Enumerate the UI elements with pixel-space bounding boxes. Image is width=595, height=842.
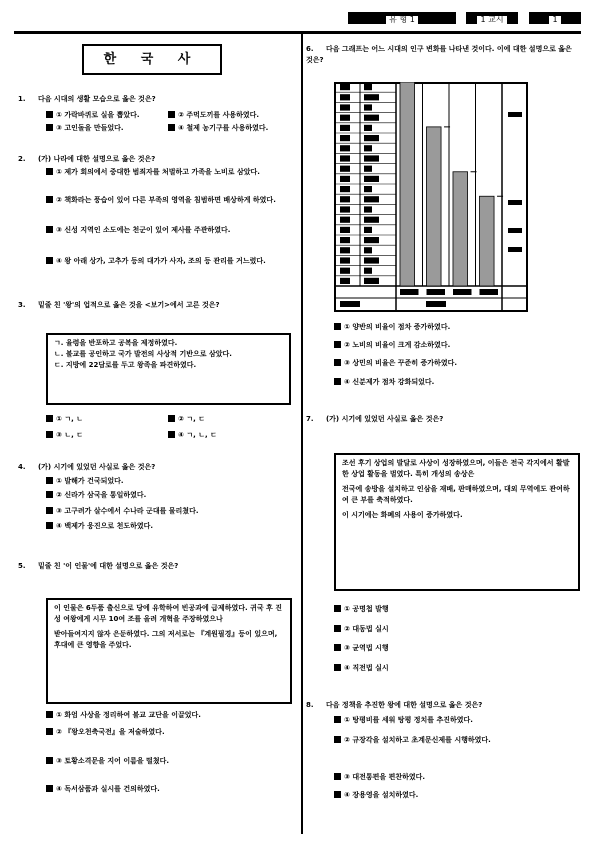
row-index-mark [340, 135, 350, 141]
row-label-mark [364, 155, 379, 161]
option-7-1[interactable]: ① 공명첩 발행 [334, 604, 389, 615]
option-6-1[interactable]: ① 양반의 비율이 점차 증가하였다. [334, 322, 580, 333]
row-label-mark [364, 196, 379, 202]
option-5-2[interactable]: ② 『왕오천축국전』을 저술하였다. [46, 727, 292, 738]
row-index-mark [340, 125, 350, 131]
top-rule [14, 31, 581, 34]
row-label-mark [364, 115, 379, 121]
row-index-mark [340, 217, 350, 223]
row-index-mark [340, 247, 350, 253]
option-2-3[interactable]: ③ 신성 지역인 소도에는 천군이 있어 제사를 주관하였다. [46, 225, 292, 236]
x-tick-4 [480, 289, 499, 295]
option-6-3[interactable]: ③ 상민의 비율은 꾸준히 증가하였다. [334, 358, 580, 369]
row-index-mark [340, 84, 350, 90]
option-1-2[interactable]: ② 주먹도끼를 사용하였다. [168, 110, 288, 121]
question-stem: (가) 시기에 있었던 사실로 옳은 것은? [37, 463, 156, 471]
row-label-mark [364, 237, 379, 243]
option-4-1[interactable]: ① 발해가 건국되었다. [46, 476, 292, 487]
right-value-mark [508, 247, 522, 252]
x-caption-mark [340, 301, 360, 307]
option-6-2[interactable]: ② 노비의 비율이 크게 감소하였다. [334, 340, 580, 351]
row-index-mark [340, 145, 350, 151]
passage-box-7: 조선 후기 상업의 발달로 사상이 성장하였으며, 이들은 전국 각지에서 활발한 상업 활동을 벌였다. 특히 개성의 송상은 전국에 송방을 설치하고 인삼을 재배, 판매하였으며, 대외 무역에도 관여하여 큰 부를 축적하였다. 이 시기에는 화폐의 사용이 증가하였다. [334, 453, 580, 591]
chart-bars [400, 82, 503, 295]
row-label-mark [364, 268, 372, 274]
question-8: 8. 다음 정책을 추진한 왕에 대한 설명으로 옳은 것은? [306, 701, 483, 709]
option-6-4[interactable]: ④ 신분제가 점차 강화되었다. [334, 377, 580, 388]
x-tick-3 [453, 289, 472, 295]
row-label-mark [364, 217, 379, 223]
option-3-2[interactable]: ② ㄱ, ㄷ [168, 414, 205, 425]
row-index-mark [340, 166, 350, 172]
row-index-mark [340, 227, 350, 233]
passage-box-5: 이 인물은 6두품 출신으로 당에 유학하여 빈공과에 급제하였다. 귀국 후 진성 여왕에게 시무 10여 조를 올려 개혁을 주장하였으나 받아들여지지 않자 은둔하였다. 그의 저서로는 『계원필경』등이 있으며, 후대에 큰 영향을 주었다. [46, 598, 292, 704]
bogi-box-3: ㄱ. 율령을 반포하고 공복을 제정하였다. ㄴ. 불교를 공인하고 국가 발전의 사상적 기반으로 삼았다. ㄷ. 지방에 22담로를 두고 왕족을 파견하였다. [46, 333, 291, 405]
option-1-4[interactable]: ④ 철제 농기구를 사용하였다. [168, 123, 288, 134]
option-4-4[interactable]: ④ 백제가 웅진으로 천도하였다. [46, 521, 292, 532]
row-label-mark [364, 145, 372, 151]
row-index-mark [340, 206, 350, 212]
bar-3 [453, 172, 468, 286]
option-8-2[interactable]: ② 규장각을 설치하고 초계문신제를 시행하였다. [334, 735, 580, 746]
row-index-mark [340, 176, 350, 182]
right-value-mark [508, 228, 522, 233]
question-stem: 다음 정책을 추진한 왕에 대한 설명으로 옳은 것은? [325, 701, 483, 709]
row-label-mark [364, 247, 372, 253]
option-7-2[interactable]: ② 대동법 실시 [334, 624, 389, 635]
row-label-mark [364, 278, 379, 284]
option-1-1[interactable]: ① 가락바퀴로 실을 뽑았다. [46, 110, 161, 121]
question-1 [18, 94, 293, 105]
question-stem: 다음 시대의 생활 모습으로 옳은 것은? [37, 95, 156, 103]
option-7-3[interactable]: ③ 균역법 시행 [334, 643, 389, 654]
option-2-2[interactable]: ② 책화라는 풍습이 있어 다른 부족의 영역을 침범하면 배상하게 하였다. [46, 195, 292, 206]
row-index-mark [340, 186, 350, 192]
row-index-mark [340, 155, 350, 161]
right-value-mark [508, 112, 522, 117]
row-label-mark [364, 94, 379, 100]
row-label-mark [364, 166, 372, 172]
row-label-mark [364, 125, 372, 131]
bar-1 [400, 82, 415, 286]
question-stem: 밑줄 친 '왕'의 업적으로 옳은 것을 <보기>에서 고른 것은? [37, 301, 220, 309]
right-value-mark [508, 200, 522, 205]
header-box-session: 1 교시 [466, 12, 518, 24]
row-label-mark [364, 84, 372, 90]
option-3-4[interactable]: ④ ㄱ, ㄴ, ㄷ [168, 430, 217, 441]
population-chart [334, 82, 528, 312]
option-4-3[interactable]: ③ 고구려가 살수에서 수나라 군대를 물리쳤다. [46, 506, 292, 517]
question-7: 7. (가) 시기에 있었던 사실로 옳은 것은? [306, 415, 444, 423]
x-tick-1 [400, 289, 419, 295]
row-index-mark [340, 278, 350, 284]
question-4: 4. (가) 시기에 있었던 사실로 옳은 것은? [18, 463, 156, 471]
row-index-mark [340, 237, 350, 243]
option-8-3[interactable]: ③ 대전통편을 편찬하였다. [334, 772, 580, 783]
question-3: 3. 밑줄 친 '왕'의 업적으로 옳은 것을 <보기>에서 고른 것은? [18, 301, 220, 309]
row-label-mark [364, 257, 379, 263]
header-box-type: 유 형 1 [348, 12, 456, 24]
question-stem: (가) 시기에 있었던 사실로 옳은 것은? [325, 415, 444, 423]
question-2: 2. (가) 나라에 대한 설명으로 옳은 것은? [18, 155, 156, 163]
row-index-mark [340, 94, 350, 100]
row-label-mark [364, 135, 379, 141]
option-3-1[interactable]: ① ㄱ, ㄴ [46, 414, 83, 425]
subject-title: 한 국 사 [82, 44, 222, 75]
row-index-mark [340, 257, 350, 263]
option-2-4[interactable]: ④ 왕 아래 상가, 고추가 등의 대가가 사자, 조의 등 관리를 거느렸다. [46, 256, 292, 267]
row-label-mark [364, 206, 372, 212]
option-4-2[interactable]: ② 신라가 삼국을 통일하였다. [46, 490, 292, 501]
row-index-mark [340, 104, 350, 110]
option-2-1[interactable]: ① 제가 회의에서 중대한 범죄자를 처벌하고 가족을 노비로 삼았다. [46, 167, 292, 178]
question-stem: 밑줄 친 '이 인물'에 대한 설명으로 옳은 것은? [37, 562, 179, 570]
option-5-1[interactable]: ① 화엄 사상을 정리하여 불교 교단을 이끌었다. [46, 710, 292, 721]
row-label-mark [364, 176, 379, 182]
column-divider [301, 34, 303, 834]
bar-2 [426, 127, 441, 286]
x-caption-mark [426, 301, 446, 307]
bar-4 [479, 196, 494, 286]
x-tick-2 [427, 289, 446, 295]
row-index-mark [340, 268, 350, 274]
row-index-mark [340, 115, 350, 121]
option-1-3[interactable]: ③ 고인돌을 만들었다. [46, 123, 161, 134]
question-number: 1. [18, 95, 26, 103]
option-7-4[interactable]: ④ 직전법 실시 [334, 663, 389, 674]
question-5: 5. 밑줄 친 '이 인물'에 대한 설명으로 옳은 것은? [18, 562, 179, 570]
header-box-page: 1 [529, 12, 581, 24]
option-5-3[interactable]: ③ 토황소격문을 지어 이름을 떨쳤다. [46, 756, 292, 767]
option-3-3[interactable]: ③ ㄴ, ㄷ [46, 430, 83, 441]
option-8-1[interactable]: ① 탕평비를 세워 탕평 정치를 추진하였다. [334, 715, 580, 726]
option-5-4[interactable]: ④ 독서삼품과 실시를 건의하였다. [46, 784, 292, 795]
row-label-mark [364, 186, 372, 192]
row-label-mark [364, 104, 372, 110]
question-6: 6. 다음 그래프는 어느 시대의 인구 변화를 나타낸 것이다. 이에 대한 설명으로 옳은 것은? [306, 45, 572, 64]
row-index-mark [340, 196, 350, 202]
question-stem: (가) 나라에 대한 설명으로 옳은 것은? [37, 155, 156, 163]
question-stem: 다음 그래프는 어느 시대의 인구 변화를 나타낸 것이다. 이에 대한 설명으로 옳은 것은? [306, 45, 572, 64]
option-8-4[interactable]: ④ 장용영을 설치하였다. [334, 790, 580, 801]
row-label-mark [364, 227, 372, 233]
